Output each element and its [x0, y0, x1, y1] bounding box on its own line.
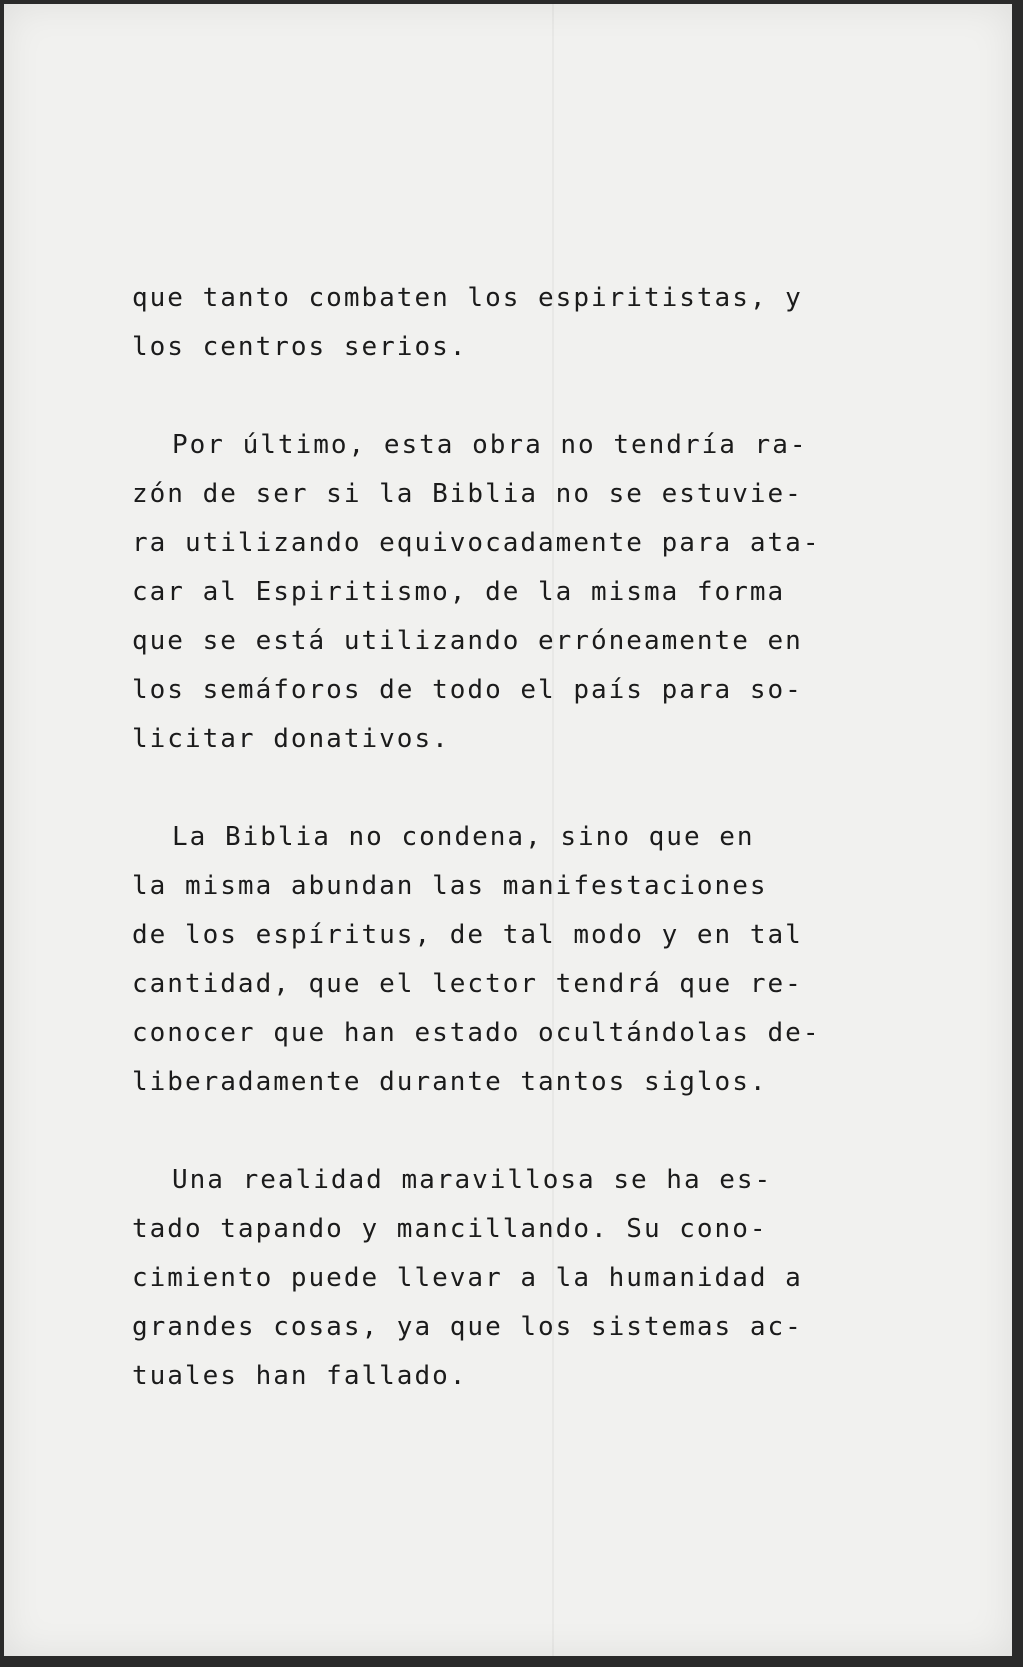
text-line: La Biblia no condena, sino que en — [172, 822, 755, 852]
text-line: liberadamente durante tantos siglos. — [132, 1067, 768, 1097]
text-line: tuales han fallado. — [132, 1361, 468, 1391]
paragraph-1 — [132, 274, 892, 372]
paragraph-2 — [132, 421, 892, 764]
text-line: los semáforos de todo el país para so- — [132, 675, 803, 705]
text-line: licitar donativos. — [132, 724, 450, 754]
text-line: Una realidad maravillosa se ha es- — [172, 1165, 773, 1195]
text-line: tado tapando y mancillando. Su cono- — [132, 1214, 768, 1244]
text-line: car al Espiritismo, de la misma forma — [132, 577, 786, 607]
text-line: zón de ser si la Biblia no se estuvie- — [132, 479, 803, 509]
text-line: ra utilizando equivocadamente para ata- — [132, 528, 821, 558]
text-line: la misma abundan las manifestaciones — [132, 871, 768, 901]
paragraph-4 — [132, 1156, 892, 1401]
text-line: de los espíritus, de tal modo y en tal — [132, 920, 803, 950]
text-line: que se está utilizando erróneamente en — [132, 626, 803, 656]
text-line: cantidad, que el lector tendrá que re- — [132, 969, 803, 999]
text-line: que tanto combaten los espiritistas, y — [132, 283, 803, 313]
text-line: cimiento puede llevar a la humanidad a — [132, 1263, 803, 1293]
document-page — [4, 4, 1012, 1656]
body-text — [132, 274, 892, 1401]
paragraph-3 — [132, 813, 892, 1107]
text-line: los centros serios. — [132, 332, 468, 362]
text-line: Por último, esta obra no tendría ra- — [172, 430, 808, 460]
text-line: conocer que han estado ocultándolas de- — [132, 1018, 821, 1048]
text-line: grandes cosas, ya que los sistemas ac- — [132, 1312, 803, 1342]
